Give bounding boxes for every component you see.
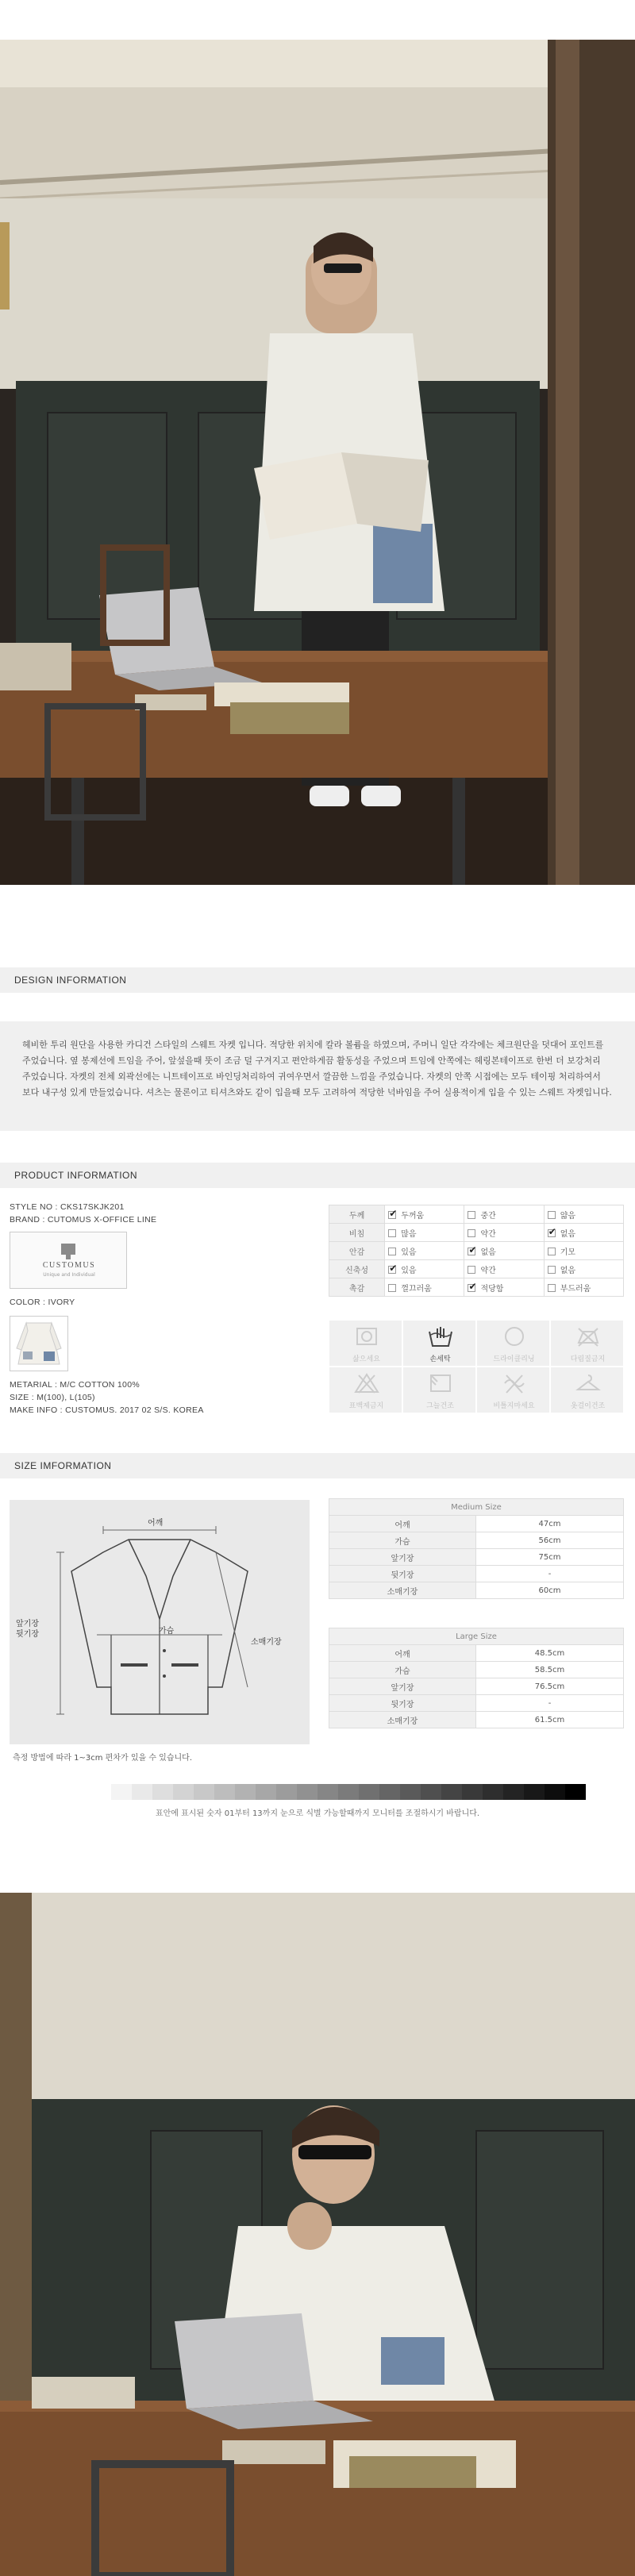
size-table-title: Large Size bbox=[329, 1628, 624, 1645]
size-tolerance-note: 측정 방법에 따라 1~3cm 편차가 있을 수 있습니다. bbox=[13, 1754, 192, 1763]
grayscale-swatch bbox=[524, 1784, 545, 1800]
style-number: STYLE NO : CKS17SKJK201 bbox=[10, 1202, 125, 1212]
property-option: ✔ 두꺼움 bbox=[385, 1205, 464, 1224]
checkbox bbox=[388, 1248, 396, 1255]
property-option: 약간 bbox=[464, 1224, 544, 1242]
grayscale-swatch bbox=[90, 1784, 111, 1800]
dry-clean-icon bbox=[502, 1325, 527, 1348]
chest-label: 가슴 bbox=[159, 1627, 175, 1636]
property-row bbox=[329, 1278, 624, 1297]
care-instructions-grid bbox=[329, 1320, 624, 1413]
length-label: 앞기장 뒷기장 bbox=[16, 1620, 39, 1639]
care-item: 옷걸이건조 bbox=[550, 1367, 624, 1413]
design-line: 주었습니다. 옆 봉제선에 트임을 주어, 앞섶을때 뚯이 조금 덜 구겨지고 편안하게끔 활동성을 주었으며 트임에 안쪽에는 헤링본테이프로 한번 더 보강처리 bbox=[22, 1055, 601, 1066]
grayscale-swatch bbox=[256, 1784, 276, 1800]
boil-wash-icon bbox=[354, 1325, 379, 1348]
care-item: 드라이클리닝 bbox=[476, 1320, 550, 1367]
grayscale-swatch bbox=[421, 1784, 441, 1800]
checkbox-checked bbox=[388, 1266, 396, 1274]
monitor-grayscale-bar bbox=[90, 1784, 586, 1800]
property-row bbox=[329, 1242, 624, 1260]
hanger-dry-icon bbox=[575, 1372, 601, 1394]
grayscale-swatch bbox=[214, 1784, 235, 1800]
checkbox bbox=[388, 1229, 396, 1237]
checkbox bbox=[468, 1211, 475, 1219]
grayscale-swatch bbox=[483, 1784, 503, 1800]
property-row bbox=[329, 1224, 624, 1242]
property-option: ✔ 없음 bbox=[464, 1242, 544, 1260]
no-wring-icon bbox=[502, 1372, 527, 1394]
property-option: ✔ 없음 bbox=[544, 1224, 623, 1242]
size-row: 앞기장 75cm bbox=[329, 1549, 624, 1566]
shoulder-label: 어깨 bbox=[148, 1519, 164, 1528]
property-option: 기모 bbox=[544, 1242, 623, 1260]
checkbox-checked bbox=[468, 1248, 475, 1255]
grayscale-swatch bbox=[235, 1784, 256, 1800]
size-row: 가슴 56cm bbox=[329, 1532, 624, 1549]
property-label: 비침 bbox=[329, 1224, 385, 1242]
shade-dry-icon bbox=[428, 1372, 453, 1394]
care-item: 다림질금지 bbox=[550, 1320, 624, 1367]
grayscale-swatch bbox=[297, 1784, 318, 1800]
property-row bbox=[329, 1260, 624, 1278]
property-option: 많음 bbox=[385, 1224, 464, 1242]
hand-wash-icon bbox=[428, 1325, 453, 1348]
grayscale-swatch bbox=[194, 1784, 214, 1800]
property-label: 두께 bbox=[329, 1205, 385, 1224]
checkbox bbox=[548, 1284, 556, 1292]
property-row bbox=[329, 1205, 624, 1224]
size-row: 소매기장 60cm bbox=[329, 1582, 624, 1599]
grayscale-swatch bbox=[152, 1784, 173, 1800]
color-swatch-ivory bbox=[10, 1316, 68, 1371]
model-at-laptop-image bbox=[0, 1893, 635, 2576]
jacket-outline-image bbox=[10, 1500, 310, 1744]
checkbox-checked bbox=[468, 1284, 475, 1292]
make-info: MAKE INFO : CUSTOMUS. 2017 02 S/S. KOREA bbox=[10, 1405, 204, 1415]
property-label: 신축성 bbox=[329, 1260, 385, 1278]
design-description-text bbox=[22, 1037, 613, 1101]
checkbox bbox=[388, 1284, 396, 1292]
brand-logo bbox=[10, 1232, 127, 1289]
design-line: 헤비한 투리 원단을 사용한 카디건 스타일의 스웨트 자켓 입니다. 적당한 위치에 칼라 볼륨을 하였으며, 주머니 일단 각각에는 체크원단을 덧대어 포인트를 bbox=[22, 1040, 604, 1050]
care-item: 비틀지마세요 bbox=[476, 1367, 550, 1413]
property-option: 얇음 bbox=[544, 1205, 623, 1224]
size-row: 가슴 58.5cm bbox=[329, 1662, 624, 1678]
design-information-header bbox=[0, 967, 635, 993]
jacket-measurement-diagram bbox=[10, 1500, 310, 1744]
design-line: 주었습니다. 자켓의 전체 외곽선에는 니트테이프로 바인딩처리하여 귀여우면서 깔끔한 느낌을 주었습니다. 자켓의 안쪽 시접에는 모두 테이핑 처리하여서 bbox=[22, 1071, 601, 1082]
property-option: 껄끄러움 bbox=[385, 1278, 464, 1297]
size-information-title: SIZE IMFORMATION bbox=[14, 1460, 112, 1471]
checkbox bbox=[468, 1266, 475, 1274]
grayscale-swatch bbox=[565, 1784, 586, 1800]
grayscale-swatch bbox=[338, 1784, 359, 1800]
checkbox-checked bbox=[388, 1211, 396, 1219]
checkbox bbox=[548, 1248, 556, 1255]
brand-logo-subtext: Unique and Individual bbox=[43, 1272, 95, 1278]
grayscale-swatch bbox=[462, 1784, 483, 1800]
checkbox-checked bbox=[548, 1229, 556, 1237]
grayscale-swatch bbox=[400, 1784, 421, 1800]
model-reading-magazine-image bbox=[0, 40, 635, 885]
grayscale-swatch bbox=[276, 1784, 297, 1800]
sleeve-label: 소매기장 bbox=[251, 1638, 282, 1647]
checkbox bbox=[548, 1211, 556, 1219]
medium-size-table bbox=[329, 1498, 624, 1599]
size-list: SIZE : M(100), L(105) bbox=[10, 1393, 95, 1402]
property-label: 안감 bbox=[329, 1242, 385, 1260]
grayscale-swatch bbox=[318, 1784, 338, 1800]
large-size-table bbox=[329, 1628, 624, 1728]
product-information-header bbox=[0, 1163, 635, 1188]
property-label: 촉감 bbox=[329, 1278, 385, 1297]
grayscale-note: 표안에 표시된 숫자 01부터 13까지 눈으로 식별 가능할때까지 모니터를 조절하시기 바랍니다. bbox=[155, 1809, 480, 1818]
hero-photo-top bbox=[0, 40, 635, 885]
property-option: 약간 bbox=[464, 1260, 544, 1278]
grayscale-swatch bbox=[503, 1784, 524, 1800]
care-item: 손세탁 bbox=[402, 1320, 476, 1367]
brand-logo-text: CUSTOMUS bbox=[42, 1261, 96, 1270]
size-row: 어깨 48.5cm bbox=[329, 1645, 624, 1662]
grayscale-swatch bbox=[441, 1784, 462, 1800]
hero-photo-bottom bbox=[0, 1893, 635, 2576]
care-item: 삶으세요 bbox=[329, 1320, 402, 1367]
material: METARIAL : M/C COTTON 100% bbox=[10, 1380, 140, 1390]
care-item: 표백제금지 bbox=[329, 1367, 402, 1413]
size-row: 어깨 47cm bbox=[329, 1516, 624, 1532]
no-bleach-icon bbox=[354, 1372, 379, 1394]
property-option: 중간 bbox=[464, 1205, 544, 1224]
design-information-title: DESIGN INFORMATION bbox=[14, 975, 127, 986]
property-option: ✔ 적당함 bbox=[464, 1278, 544, 1297]
grayscale-swatch bbox=[359, 1784, 379, 1800]
size-row: 소매기장 61.5cm bbox=[329, 1712, 624, 1728]
grayscale-swatch bbox=[132, 1784, 152, 1800]
color-label: COLOR : IVORY bbox=[10, 1298, 75, 1307]
property-option: 없음 bbox=[544, 1260, 623, 1278]
product-information-title: PRODUCT INFORMATION bbox=[14, 1170, 138, 1181]
property-option: ✔ 있음 bbox=[385, 1260, 464, 1278]
grayscale-swatch bbox=[545, 1784, 565, 1800]
checkbox bbox=[468, 1229, 475, 1237]
size-row: 앞기장 76.5cm bbox=[329, 1678, 624, 1695]
brand: BRAND : CUTOMUS X-OFFICE LINE bbox=[10, 1215, 157, 1225]
size-row: 뒷기장 - bbox=[329, 1566, 624, 1582]
fabric-property-table bbox=[329, 1205, 624, 1297]
design-description-box bbox=[0, 1021, 635, 1131]
grayscale-swatch bbox=[379, 1784, 400, 1800]
property-option: 부드러움 bbox=[544, 1278, 623, 1297]
grayscale-swatch bbox=[173, 1784, 194, 1800]
design-line: 보다 내구성 있게 만들었습니다. 셔츠는 물론이고 티셔츠와도 같이 입을때 모두 고려하여 적당한 넉바임을 주어 실용적이게 입을 수 있는 스웨트 자켓입니다. bbox=[22, 1087, 612, 1098]
size-row: 뒷기장 - bbox=[329, 1695, 624, 1712]
checkbox bbox=[548, 1266, 556, 1274]
no-iron-icon bbox=[575, 1325, 601, 1348]
size-table-title: Medium Size bbox=[329, 1499, 624, 1516]
grayscale-swatch bbox=[111, 1784, 132, 1800]
care-item: 그늘건조 bbox=[402, 1367, 476, 1413]
size-information-header bbox=[0, 1453, 635, 1478]
property-option: 있음 bbox=[385, 1242, 464, 1260]
jacket-thumbnail-image bbox=[10, 1317, 67, 1371]
